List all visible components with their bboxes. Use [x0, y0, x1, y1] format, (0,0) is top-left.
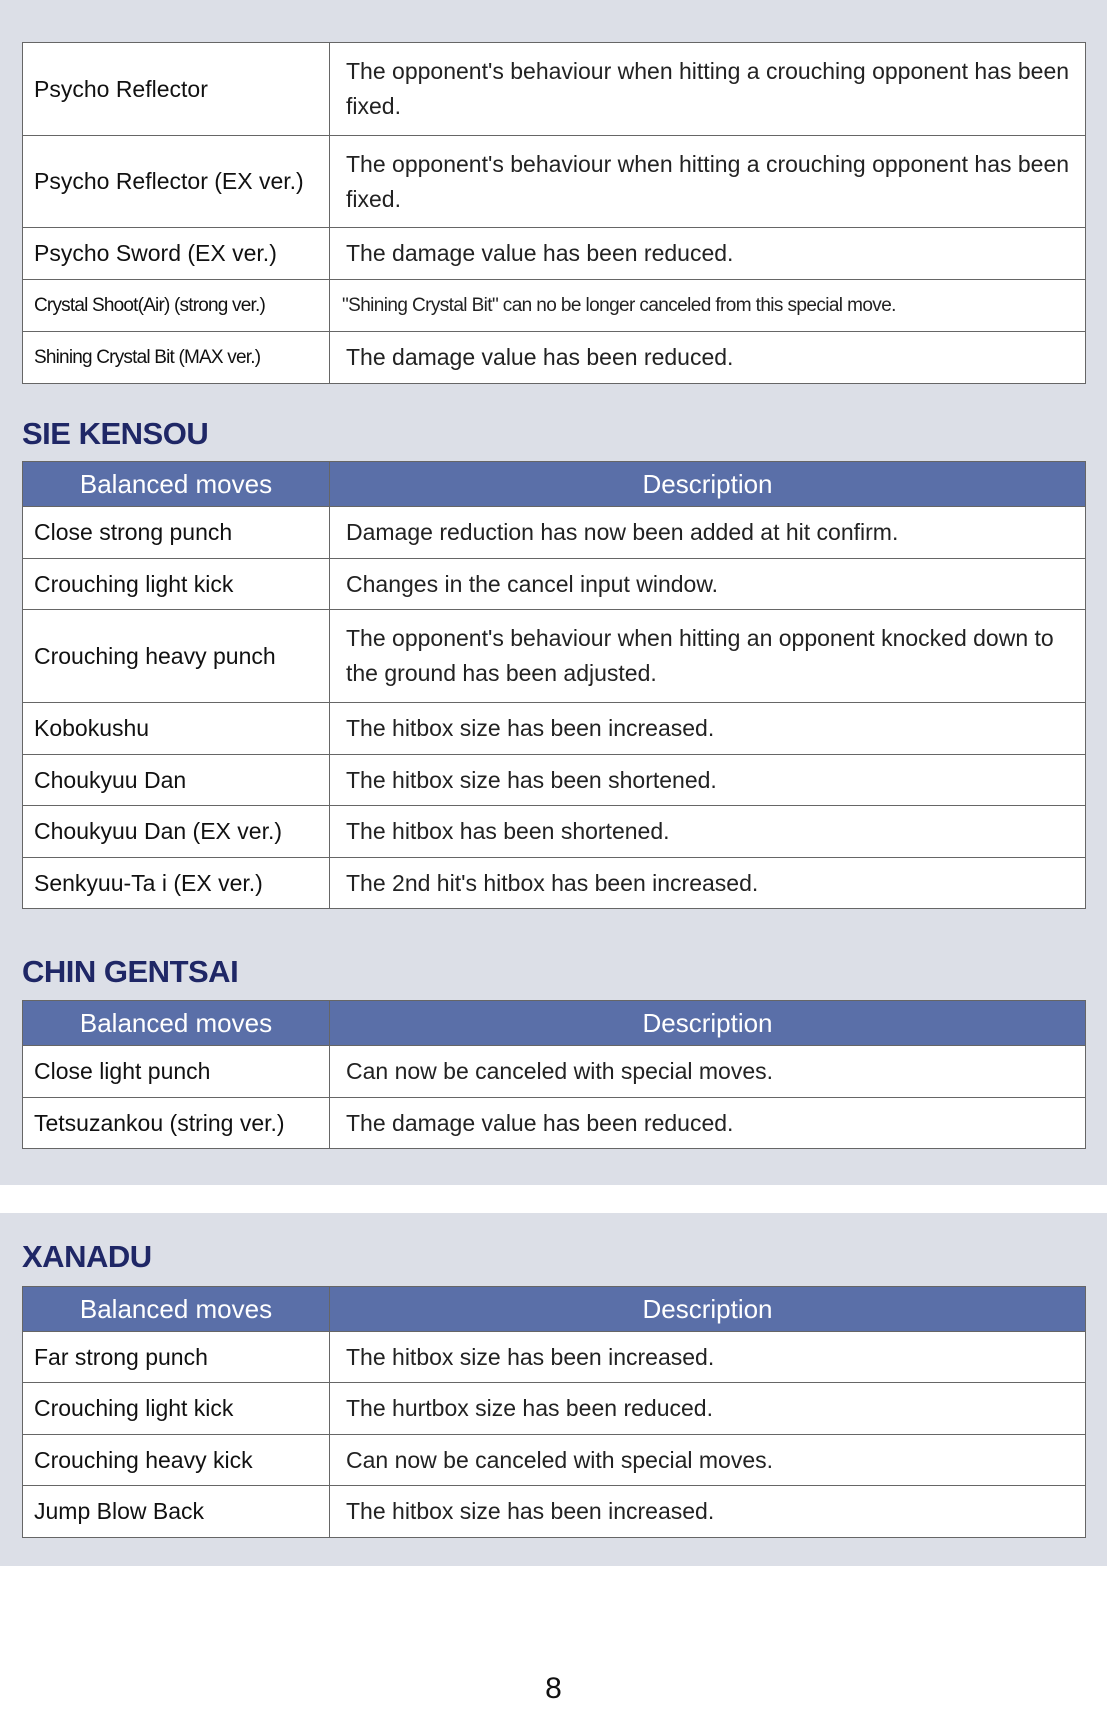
move-name: Jump Blow Back	[23, 1486, 330, 1538]
header-moves: Balanced moves	[23, 1287, 330, 1332]
move-description: "Shining Crystal Bit" can no be longer canceled from this special move.	[330, 280, 1086, 332]
table-row	[23, 43, 1086, 136]
move-name: Psycho Reflector	[23, 43, 330, 136]
table-row	[23, 703, 1086, 755]
table-row	[23, 1435, 1086, 1486]
move-description: The hitbox size has been increased.	[330, 1332, 1086, 1383]
move-name: Far strong punch	[23, 1332, 330, 1383]
section-title: SIE KENSOU	[22, 416, 209, 451]
move-description: The hitbox size has been increased.	[330, 1486, 1086, 1538]
psycho-table	[22, 42, 1086, 384]
move-name: Crouching heavy kick	[23, 1435, 330, 1486]
table-row	[23, 1098, 1086, 1149]
move-description: Can now be canceled with special moves.	[330, 1435, 1086, 1486]
table-row	[23, 1486, 1086, 1538]
move-description: The damage value has been reduced.	[330, 332, 1086, 384]
move-name: Kobokushu	[23, 703, 330, 755]
move-name: Tetsuzankou (string ver.)	[23, 1098, 330, 1149]
table-row	[23, 755, 1086, 806]
move-description: The hitbox has been shortened.	[330, 806, 1086, 858]
sie-kensou-table	[22, 461, 1086, 909]
move-description: The opponent's behaviour when hitting an opponent knocked down to the ground has been adjusted.	[330, 610, 1086, 703]
move-name: Close strong punch	[23, 507, 330, 559]
move-name: Senkyuu-Ta i (EX ver.)	[23, 858, 330, 909]
move-description: The opponent's behaviour when hitting a crouching opponent has been fixed.	[330, 43, 1086, 136]
move-description: The hurtbox size has been reduced.	[330, 1383, 1086, 1435]
move-description: The opponent's behaviour when hitting a crouching opponent has been fixed.	[330, 136, 1086, 228]
section-title: CHIN GENTSAI	[22, 954, 239, 989]
page-number: 8	[545, 1672, 562, 1705]
move-name: Crouching light kick	[23, 1383, 330, 1435]
xanadu-table	[22, 1286, 1086, 1538]
table-row	[23, 507, 1086, 559]
header-description: Description	[330, 462, 1086, 507]
move-name: Crouching heavy punch	[23, 610, 330, 703]
table-row	[23, 806, 1086, 858]
table-row	[23, 559, 1086, 610]
move-description: The damage value has been reduced.	[330, 228, 1086, 280]
move-description: Changes in the cancel input window.	[330, 559, 1086, 610]
table-row	[23, 1332, 1086, 1383]
move-name: Crystal Shoot(Air) (strong ver.)	[23, 280, 330, 332]
header-description: Description	[330, 1001, 1086, 1046]
table-row	[23, 136, 1086, 228]
move-description: Can now be canceled with special moves.	[330, 1046, 1086, 1098]
move-name: Choukyuu Dan (EX ver.)	[23, 806, 330, 858]
move-description: The damage value has been reduced.	[330, 1098, 1086, 1149]
header-moves: Balanced moves	[23, 462, 330, 507]
move-description: The 2nd hit's hitbox has been increased.	[330, 858, 1086, 909]
table-row	[23, 228, 1086, 280]
move-description: The hitbox size has been increased.	[330, 703, 1086, 755]
table-row	[23, 858, 1086, 909]
move-description: Damage reduction has now been added at hit confirm.	[330, 507, 1086, 559]
table-row	[23, 1383, 1086, 1435]
table-row	[23, 280, 1086, 332]
move-description: The hitbox size has been shortened.	[330, 755, 1086, 806]
move-name: Psycho Sword (EX ver.)	[23, 228, 330, 280]
header-description: Description	[330, 1287, 1086, 1332]
table-row	[23, 610, 1086, 703]
move-name: Choukyuu Dan	[23, 755, 330, 806]
move-name: Psycho Reflector (EX ver.)	[23, 136, 330, 228]
chin-gentsai-table	[22, 1000, 1086, 1149]
table-row	[23, 332, 1086, 384]
move-name: Close light punch	[23, 1046, 330, 1098]
header-moves: Balanced moves	[23, 1001, 330, 1046]
section-title: XANADU	[22, 1239, 152, 1274]
move-name: Shining Crystal Bit (MAX ver.)	[23, 332, 330, 384]
table-row	[23, 1046, 1086, 1098]
move-name: Crouching light kick	[23, 559, 330, 610]
